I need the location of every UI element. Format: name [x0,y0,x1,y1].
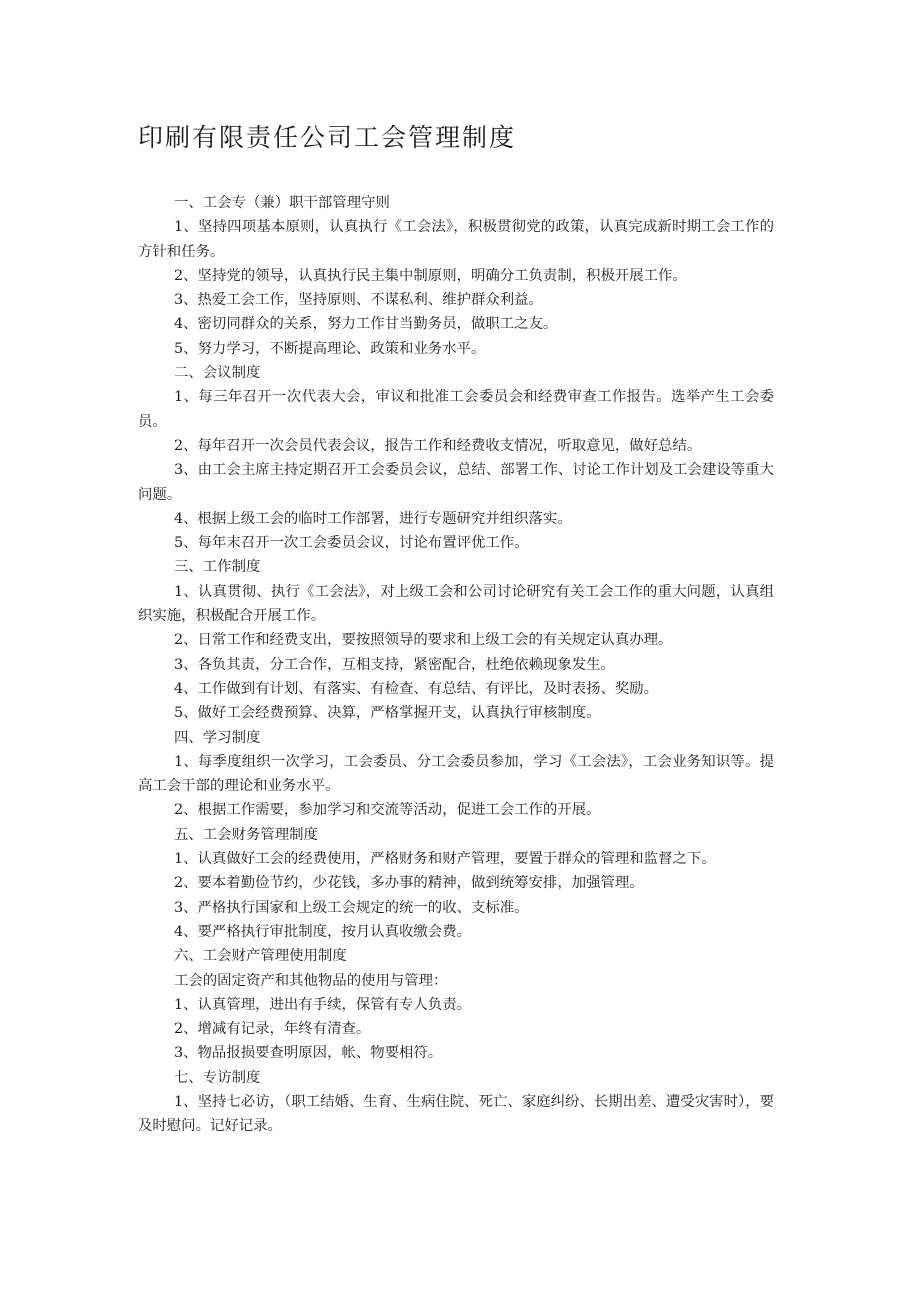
paragraph: 1、认真做好工会的经费使用，严格财务和财产管理，要置于群众的管理和监督之下。 [174,851,716,868]
paragraph: 5、努力学习，不断提高理论、政策和业务水平。 [174,340,486,357]
section-heading: 七、专访制度 [174,1069,261,1086]
document-body [138,191,774,1139]
paragraph: 5、每年末召开一次工会委员会议，讨论布置评优工作。 [174,535,529,552]
paragraph: 1、坚持七必访，（职工结婚、生育、生病住院、死亡、家庭纠纷、长期出差、遭受灾害时），要及时慰问。记好记录。 [138,1093,774,1135]
section-6 [138,944,774,1065]
section-3 [138,555,774,725]
paragraph: 2、日常工作和经费支出，要按照领导的要求和上级工会的有关规定认真办理。 [174,632,673,649]
paragraph: 2、每年召开一次会员代表会议，报告工作和经费收支情况，听取意见，做好总结。 [174,437,702,454]
section-heading: 一、工会专（兼）职干部管理守则 [174,195,390,211]
section-heading: 三、工作制度 [174,559,261,576]
paragraph: 4、密切同群众的关系，努力工作甘当勤务员，做职工之友。 [174,316,558,333]
paragraph: 1、坚持四项基本原则，认真执行《工会法》，积极贯彻党的政策，认真完成新时期工会工作的方针和任务。 [138,219,774,260]
section-4 [138,726,774,823]
document-title: 印刷有限责任公司工会管理制度 [138,123,517,152]
paragraph: 3、由工会主席主持定期召开工会委员会议，总结、部署工作、讨论工作计划及工会建设等重大问题。 [138,462,774,503]
paragraph: 5、做好工会经费预算、决算，严格掌握开支，认真执行审核制度。 [174,705,601,722]
paragraph: 2、根据工作需要，参加学习和交流等活动，促进工会工作的开展。 [174,802,601,819]
section-heading: 五、工会财务管理制度 [174,826,318,843]
paragraph: 2、要本着勤俭节约，少花钱，多办事的精神，做到统筹安排，加强管理。 [174,875,644,892]
section-1 [138,191,774,361]
section-heading: 二、会议制度 [174,365,261,382]
section-5 [138,823,774,944]
section-2 [138,361,774,555]
paragraph: 工会的固定资产和其他物品的使用与管理： [174,972,448,989]
paragraph: 2、坚持党的领导，认真执行民主集中制原则，明确分工负责制，积极开展工作。 [174,267,687,284]
paragraph: 3、热爱工会工作，坚持原则、不谋私利、维护群众利益。 [174,292,543,309]
paragraph: 1、认真贯彻、执行《工会法》，对上级工会和公司讨论研究有关工会工作的重大问题，认真组织实施，积极配合开展工作。 [138,583,774,625]
paragraph: 3、物品报损要查明原因，帐、物要相符。 [174,1045,443,1062]
section-heading: 六、工会财产管理使用制度 [174,948,347,965]
paragraph: 4、要严格执行审批制度，按月认真收缴会费。 [174,923,471,940]
paragraph: 1、每季度组织一次学习，工会委员、分工会委员参加，学习《工会法》，工会业务知识等。提高工会干部的理论和业务水平。 [138,753,774,795]
paragraph: 2、增减有记录，年终有清查。 [174,1021,371,1038]
section-7 [138,1066,774,1139]
paragraph: 3、各负其责，分工合作，互相支持，紧密配合，杜绝依赖现象发生。 [174,656,615,673]
paragraph: 1、每三年召开一次代表大会，审议和批准工会委员会和经费审查工作报告。选举产生工会委员。 [138,389,774,430]
paragraph: 3、严格执行国家和上级工会规定的统一的收、支标准。 [174,899,529,916]
paragraph: 4、根据上级工会的临时工作部署，进行专题研究并组织落实。 [174,510,572,527]
section-heading: 四、学习制度 [174,729,261,746]
paragraph: 1、认真管理，进出有手续，保管有专人负责。 [174,996,471,1013]
paragraph: 4、工作做到有计划、有落实、有检查、有总结、有评比，及时表扬、奖励。 [174,680,659,697]
